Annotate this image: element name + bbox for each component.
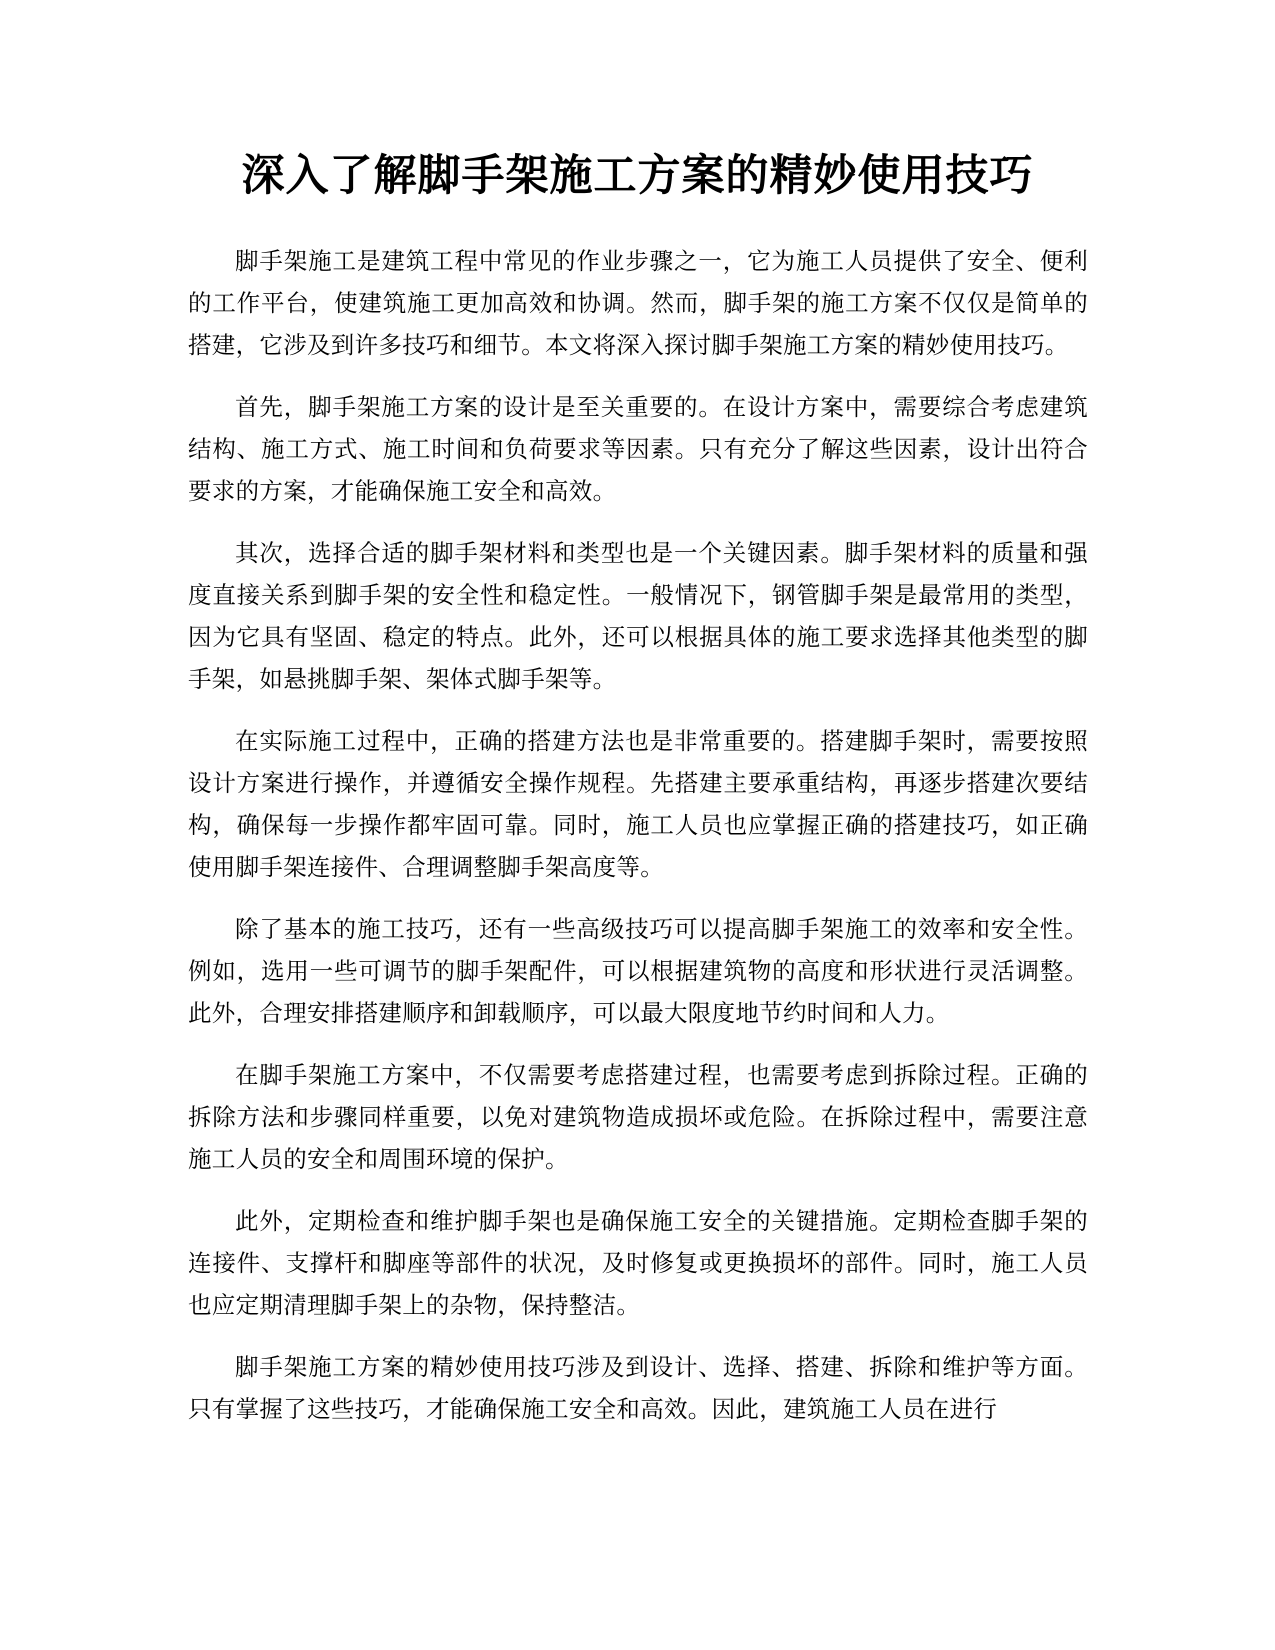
paragraph-summary: 脚手架施工方案的精妙使用技巧涉及到设计、选择、搭建、拆除和维护等方面。只有掌握了这些技巧，才能确保施工安全和高效。因此，建筑施工人员在进行 <box>188 1353 1088 1423</box>
paragraph-materials: 其次，选择合适的脚手架材料和类型也是一个关键因素。脚手架材料的质量和强度直接关系到脚手架的安全性和稳定性。一般情况下，钢管脚手架是最常用的类型，因为它具有坚固、稳定的特点。此外，还可以根据具体的施工要求选择其他类型的脚手架，如悬挑脚手架、架体式脚手架等。 <box>188 539 1088 693</box>
paragraph-advanced-techniques: 除了基本的施工技巧，还有一些高级技巧可以提高脚手架施工的效率和安全性。例如，选用一些可调节的脚手架配件，可以根据建筑物的高度和形状进行灵活调整。此外，合理安排搭建顺序和卸载顺序，可以最大限度地节约时间和人力。 <box>188 915 1088 1027</box>
paragraph-design: 首先，脚手架施工方案的设计是至关重要的。在设计方案中，需要综合考虑建筑结构、施工方式、施工时间和负荷要求等因素。只有充分了解这些因素，设计出符合要求的方案，才能确保施工安全和高效。 <box>188 393 1088 505</box>
paragraph-maintenance: 此外，定期检查和维护脚手架也是确保施工安全的关键措施。定期检查脚手架的连接件、支撑杆和脚座等部件的状况，及时修复或更换损坏的部件。同时，施工人员也应定期清理脚手架上的杂物，保持整洁。 <box>188 1207 1088 1319</box>
paragraph-construction: 在实际施工过程中，正确的搭建方法也是非常重要的。搭建脚手架时，需要按照设计方案进行操作，并遵循安全操作规程。先搭建主要承重结构，再逐步搭建次要结构，确保每一步操作都牢固可靠。同时，施工人员也应掌握正确的搭建技巧，如正确使用脚手架连接件、合理调整脚手架高度等。 <box>188 727 1088 881</box>
document-title: 深入了解脚手架施工方案的精妙使用技巧 <box>241 151 1034 201</box>
paragraph-dismantling: 在脚手架施工方案中，不仅需要考虑搭建过程，也需要考虑到拆除过程。正确的拆除方法和步骤同样重要，以免对建筑物造成损坏或危险。在拆除过程中，需要注意施工人员的安全和周围环境的保护。 <box>188 1061 1088 1173</box>
paragraph-intro: 脚手架施工是建筑工程中常见的作业步骤之一，它为施工人员提供了安全、便利的工作平台，使建筑施工更加高效和协调。然而，脚手架的施工方案不仅仅是简单的搭建，它涉及到许多技巧和细节。本文将深入探讨脚手架施工方案的精妙使用技巧。 <box>188 247 1088 359</box>
document-body <box>188 240 1088 1450</box>
